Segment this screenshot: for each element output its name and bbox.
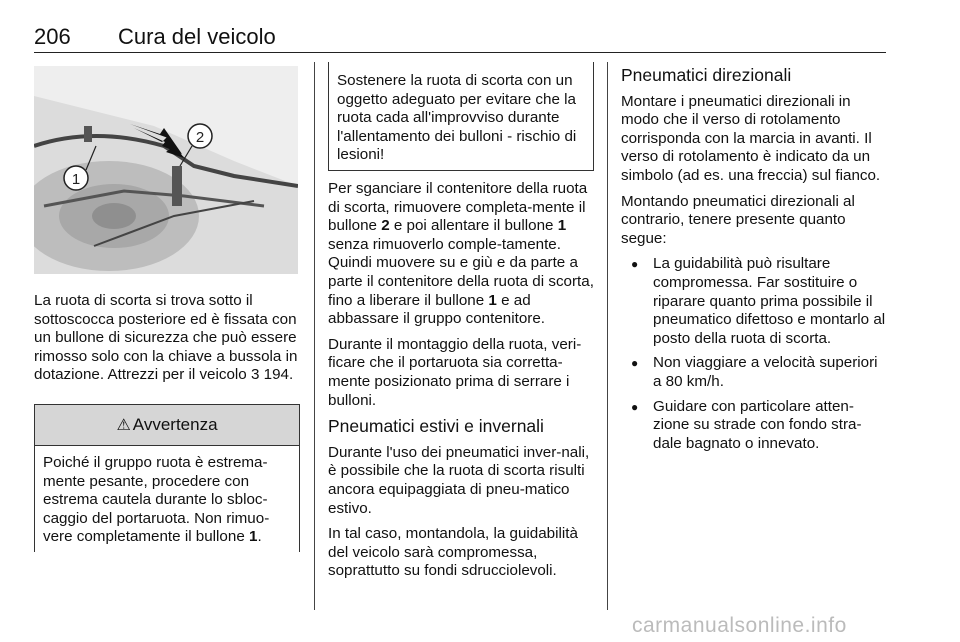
directional-paragraph-1: Montare i pneumatici direzionali in modo che il verso di rotolamento corrisponda con la marcia in avanti. Il verso di rotolamento è indicato da un simbolo (ad es. una freccia) sul fianco.: [621, 92, 881, 184]
column-2: [328, 180, 594, 588]
warning-text: [35, 446, 299, 555]
page-number: 206: [34, 24, 71, 49]
column-divider-2: [607, 62, 608, 610]
spare-wheel-drawing: [34, 66, 298, 274]
warning-text-end: .: [257, 528, 262, 546]
directional-paragraph-2: Montando pneumatici direzionali al contrario, tenere presente quanto segue:: [621, 192, 855, 247]
caution-text: Sostenere la ruota di scorta con un oggetto adeguato per evitare che la ruota cada all'improvviso durante l'allentamento dei bulloni - rischio di lesioni!: [337, 72, 577, 164]
spare-wheel-paragraph: [34, 292, 300, 385]
warning-header: [35, 404, 299, 446]
warning-title: Avvertenza: [132, 415, 218, 434]
callout-2: 2: [195, 129, 205, 146]
warning-triangle-icon: ⚠: [116, 417, 131, 434]
watermark: carmanualsonline.info: [632, 614, 847, 637]
heading-summer-winter-tyres: Pneumatici estivi e invernali: [328, 416, 544, 437]
warning-bold-number: 1: [249, 528, 258, 546]
release-instructions: [328, 180, 594, 329]
callout-1: 1: [71, 171, 81, 188]
paragraph-text: La ruota di scorta si trova sotto il sottoscocca posteriore ed è fissata con un bullone di sicurezza che può essere rimosso solo con la chiave a bussola in dotazione. Attrezzi per il veicolo: [34, 292, 298, 384]
bold-number: 1: [488, 291, 497, 309]
mounting-paragraph: Durante il montaggio della ruota, veri-ficare che il portaruota sia corretta-mente posizionato prima di serrare i bulloni.: [328, 335, 582, 409]
winter-tyres-paragraph: Durante l'uso dei pneumatici inver-nali, è possibile che la ruota di scorta risulti ancora equipaggiata di pneu-matico estivo.: [328, 443, 590, 517]
column-3: [621, 66, 889, 459]
warning-box: [34, 404, 300, 552]
bold-number: 2: [381, 217, 390, 235]
list-item: ● La guidabilità può risultare compromessa. Far sostituire o riparare quanto prima possibile il pneumatico difettoso e montarlo al posto della ruota di scorta.: [621, 255, 889, 348]
list-item: ● Non viaggiare a velocità superiori a 80 km/h.: [621, 354, 889, 391]
text-part: e poi allentare il bullone: [389, 217, 558, 235]
column-divider-1: [314, 62, 315, 610]
text-part: e ad abbassare il gruppo contenitore.: [328, 291, 545, 328]
section-title: Cura del veicolo: [118, 24, 276, 49]
text-part: senza rimuoverlo comple-tamente. Quindi muovere su e giù e da parte a parte il contenitore della ruota di scorta, fino a liberare il bullone: [328, 235, 594, 309]
bold-number: 1: [557, 217, 567, 235]
page-reference[interactable]: 3 194.: [250, 366, 294, 384]
warning-text-part: Poiché il gruppo ruota è estrema-mente pesante, procedere con estrema cautela durante lo sbloc-caggio del portaruota. Non rimuo-vere completamente il bullone: [43, 454, 270, 546]
spare-wheel-illustration: [34, 66, 298, 274]
page-header: [34, 24, 886, 53]
list-item: ● Guidare con particolare atten-zione su strade con fondo stra-dale bagnato o innevato.: [621, 398, 889, 454]
heading-directional-tyres: Pneumatici direzionali: [621, 65, 792, 85]
handling-paragraph: In tal caso, montandola, la guidabilità del veicolo sarà compromessa, soprattutto su fondi sdrucciolevoli.: [328, 525, 578, 580]
column-1: [34, 292, 300, 392]
caution-box: [328, 62, 594, 171]
text-part: Per sganciare il contenitore della ruota di scorta, rimuovere completa-mente il bullone: [328, 180, 588, 235]
directional-bullet-list: [621, 255, 889, 453]
